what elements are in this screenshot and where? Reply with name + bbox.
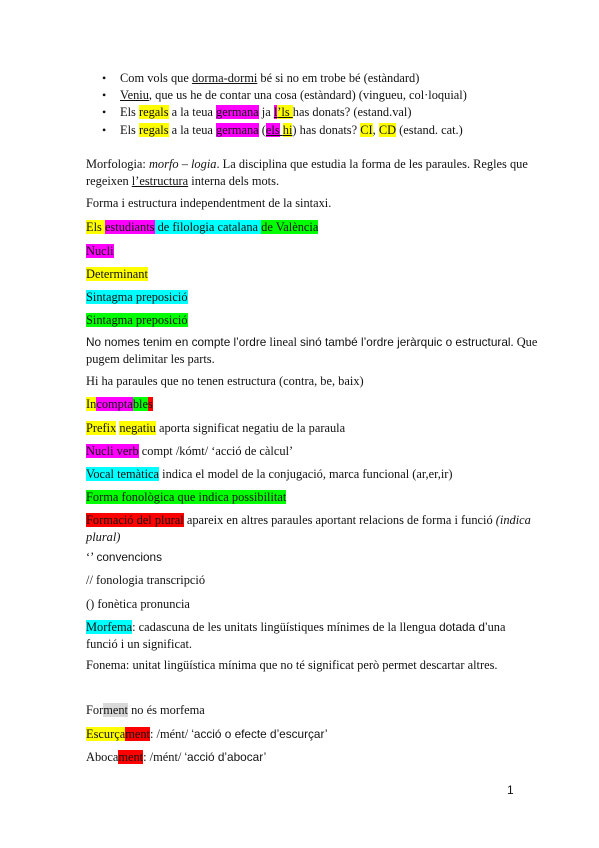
highlight-yellow: In (86, 397, 97, 411)
italic-text: plural) (86, 530, 121, 544)
paragraph-forma-fonologica (86, 489, 286, 506)
paragraph-prefix (86, 420, 345, 437)
text: has donats? (estand.val) (292, 105, 412, 120)
highlight-magenta: germana (216, 122, 259, 137)
italic-text: (indica (495, 513, 531, 527)
paragraph-determinant (86, 266, 148, 283)
underlined-text: dorma-dormi (191, 71, 258, 85)
text: . Que (510, 335, 538, 349)
text: sinó també l’ordre jeràrquic o estructural (300, 335, 511, 349)
text: ) has donats? (292, 122, 361, 137)
highlight-magenta: Nucli verb (86, 444, 139, 458)
text: : cadascuna de les unitats lingüístiques mínimes de la llengua (132, 620, 440, 634)
highlight-cyan: Sintagma preposició (86, 290, 188, 304)
highlight-cyan: Vocal temàtica (86, 467, 160, 481)
paragraph-nucli (86, 243, 114, 260)
highlight-green: de València (261, 220, 319, 234)
bullet-list (100, 70, 467, 139)
list-item (100, 122, 467, 139)
highlight-yellow: Prefix (86, 421, 117, 435)
highlight-magenta: compta (96, 397, 133, 411)
text: interna dels mots. (188, 174, 280, 188)
paragraph-incomptables (86, 396, 153, 413)
text: dotada d’ (439, 620, 488, 634)
highlight-red: s (147, 397, 153, 411)
text: no és morfema (128, 703, 205, 717)
paragraph-sintagma-2 (86, 312, 188, 329)
paragraph-convencions (86, 549, 162, 566)
highlight-magenta: estudiants (104, 220, 155, 234)
paragraph-estructura: Hi ha paraules que no tenen estructura (contra, be, baix) (86, 374, 364, 388)
text: No nomes tenim en compte l’ordre (86, 335, 267, 349)
text: Com vols que (120, 71, 192, 85)
highlight-yellow: CD (378, 122, 397, 137)
text: Els (120, 122, 139, 137)
text: ( (258, 122, 266, 137)
italic-text: morfo (148, 157, 179, 171)
highlight-yellow: Determinant (86, 267, 148, 281)
highlight-magenta: Nucli (86, 244, 114, 258)
page-number: 1 (507, 783, 514, 797)
highlight-yellow: hi (282, 122, 293, 137)
highlight-magenta: els (265, 122, 280, 137)
paragraph-morfologia (86, 156, 528, 190)
text: ‘acció o efecte d’escurçar’ (191, 727, 328, 741)
highlight-red: ment (125, 727, 150, 741)
text: a la teua (168, 105, 217, 120)
paragraph-nucli-verb (86, 443, 293, 460)
highlight-magenta: germana (216, 105, 259, 120)
paragraph-morfema (86, 619, 506, 653)
paragraph-ordre (86, 334, 537, 368)
highlight-cyan: Morfema (86, 620, 133, 634)
text: pugem delimitar les parts. (86, 352, 215, 366)
italic-text: logia (190, 157, 217, 171)
highlight-yellow: CI (360, 122, 373, 137)
text: ‘’ (86, 550, 97, 564)
paragraph-fonema: Fonema: unitat lingüística mínima que no té significat però permet descartar altres. (86, 658, 498, 672)
highlight-gray: ment (103, 703, 128, 717)
highlight-yellow: Escurça (86, 727, 126, 741)
text: una (487, 620, 506, 634)
text: : /mént/ (143, 750, 185, 764)
text: : /mént/ (150, 727, 192, 741)
paragraph-formacio (86, 512, 531, 546)
paragraph-abocament (86, 749, 266, 766)
highlight-red: ment (118, 750, 144, 764)
text: , (372, 122, 379, 137)
paragraph-estudiants (86, 219, 318, 236)
text: , que us he de contar una cosa (estàndard) (vingueu, col·loquial) (148, 88, 467, 103)
highlight-magenta: l (273, 105, 278, 120)
paragraph-sintagma-1 (86, 289, 188, 306)
highlight-cyan: de filologia catalana (154, 220, 262, 234)
text: regeixen (86, 174, 132, 188)
highlight-yellow: Els (86, 220, 105, 234)
paragraph-fonetica: () fonètica pronuncia (86, 597, 190, 611)
text: Aboca (86, 750, 119, 764)
list-item (100, 104, 467, 121)
text: convencions (96, 550, 163, 564)
text: indica el model de la conjugació, marca funcional (ar,er,ir) (159, 467, 453, 481)
paragraph-fonologia: // fonologia transcripció (86, 573, 206, 587)
paragraph-vocal (86, 466, 453, 483)
text: funció i un significat. (86, 637, 192, 651)
list-item (100, 87, 467, 104)
text: aporta significat negatiu de la paraula (155, 421, 346, 435)
text: – (178, 157, 191, 171)
highlight-green: ble (132, 397, 148, 411)
text: apareix en altres paraules aportant relacions de forma i funció (183, 513, 496, 527)
underlined-text: l’estructura (131, 174, 189, 188)
paragraph-forment (86, 702, 205, 719)
text: compt /kómt/ ‘acció de càlcul’ (138, 444, 294, 458)
highlight-yellow: regals (138, 122, 169, 137)
paragraph-forma: Forma i estructura independentment de la sintaxi. (86, 196, 332, 210)
highlight-yellow: ’ls (277, 105, 293, 120)
list-item (100, 70, 467, 87)
text: For (86, 703, 104, 717)
highlight-green: Sintagma preposició (86, 313, 188, 327)
text: a la teua (168, 122, 217, 137)
text: ja (258, 105, 274, 120)
underlined-text: Veniu (120, 88, 149, 103)
highlight-yellow: regals (138, 105, 169, 120)
text: ‘acció d’abocar’ (184, 750, 267, 764)
highlight-green: Forma fonològica que indica possibilitat (86, 490, 287, 504)
paragraph-escurcament (86, 726, 327, 743)
highlight-red: Formació del plural (86, 513, 184, 527)
text: Morfologia: (86, 157, 149, 171)
highlight-yellow: negatiu (119, 421, 156, 435)
text: lineal (266, 335, 301, 349)
text: bé si no em trobe bé (estàndard) (257, 71, 420, 85)
text: (estand. cat.) (396, 122, 463, 137)
text: Els (120, 105, 139, 120)
text: . La disciplina que estudia la forma de les paraules. Regles que (216, 157, 528, 171)
